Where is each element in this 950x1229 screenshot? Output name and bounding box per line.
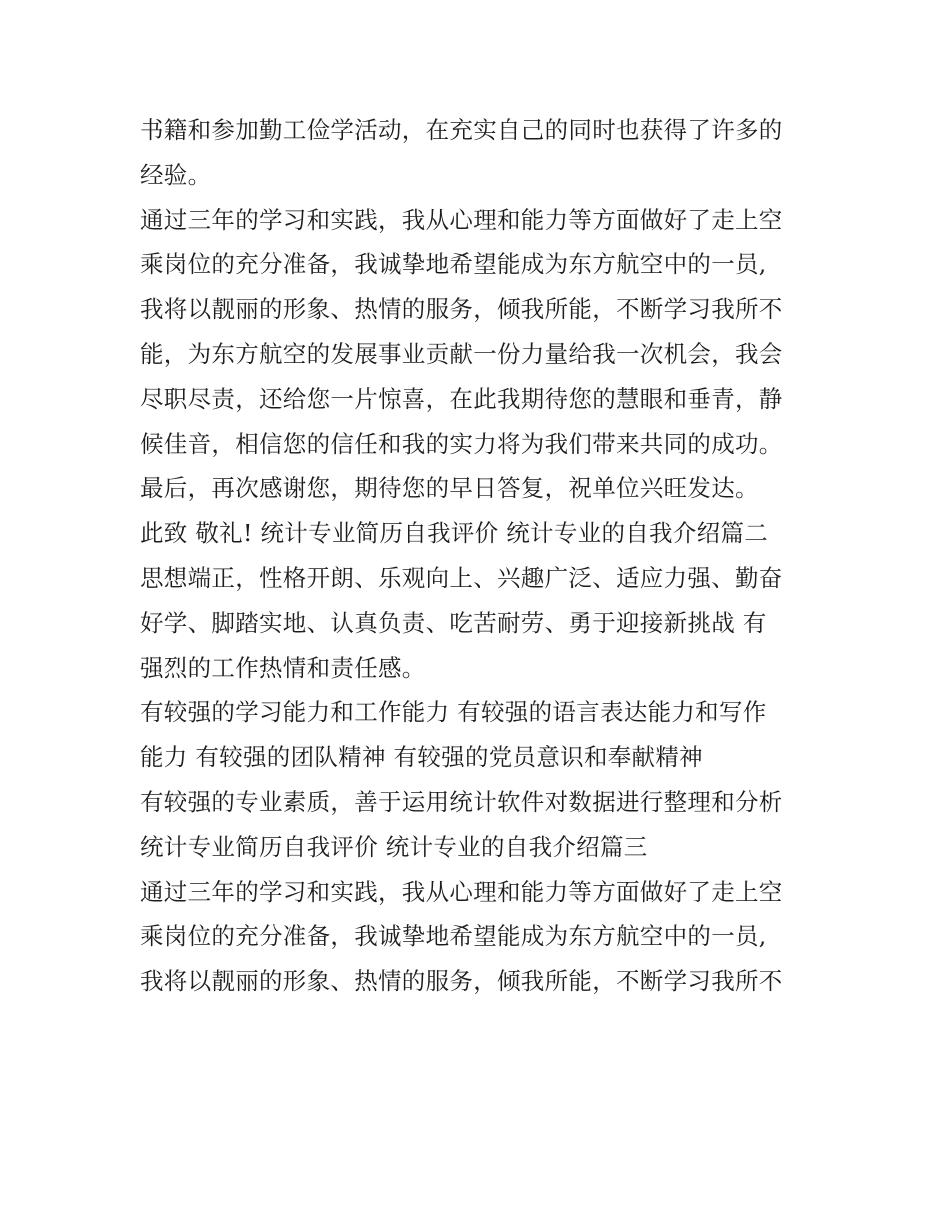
text-line: 候佳音，相信您的信任和我的实力将为我们带来共同的成功。 [140, 429, 783, 458]
text-line: 有较强的学习能力和工作能力 有较强的语言表达能力和写作 [140, 698, 767, 727]
text-line: 能力 有较强的团队精神 有较强的党员意识和奉献精神 [140, 743, 703, 772]
text-line: 有较强的专业素质，善于运用统计软件对数据进行整理和分析 [140, 787, 783, 816]
text-line: 通过三年的学习和实践，我从心理和能力等方面做好了走上空 [140, 877, 783, 906]
text-line: 好学、脚踏实地、认真负责、吃苦耐劳、勇于迎接新挑战 有 [140, 608, 767, 637]
text-line: 经验。 [140, 160, 212, 189]
text-line: 最后，再次感谢您，期待您的早日答复，祝单位兴旺发达。 [140, 474, 759, 503]
text-line: 思想端正，性格开朗、乐观向上、兴趣广泛、适应力强、勤奋 [140, 563, 783, 592]
section-heading-line: 此致 敬礼! 统计专业简历自我评价 统计专业的自我介绍篇二 [140, 519, 769, 548]
text-line: 我将以靓丽的形象、热情的服务，倾我所能，不断学习我所不 [140, 295, 783, 324]
text-line: 书籍和参加勤工俭学活动，在充实自己的同时也获得了许多的 [140, 116, 783, 144]
document-body [140, 108, 830, 1004]
text-line: 能，为东方航空的发展事业贡献一份力量给我一次机会，我会 [140, 339, 783, 368]
text-line: 乘岗位的充分准备，我诚挚地希望能成为东方航空中的一员, [140, 922, 767, 951]
section-heading-line: 统计专业简历自我评价 统计专业的自我介绍篇三 [140, 832, 648, 861]
text-line: 强烈的工作热情和责任感。 [140, 653, 426, 682]
text-line: 通过三年的学习和实践，我从心理和能力等方面做好了走上空 [140, 205, 783, 234]
text-line: 尽职尽责，还给您一片惊喜，在此我期待您的慧眼和垂青，静 [140, 384, 783, 413]
text-line: 乘岗位的充分准备，我诚挚地希望能成为东方航空中的一员, [140, 250, 767, 279]
text-line: 我将以靓丽的形象、热情的服务，倾我所能，不断学习我所不 [140, 967, 783, 996]
